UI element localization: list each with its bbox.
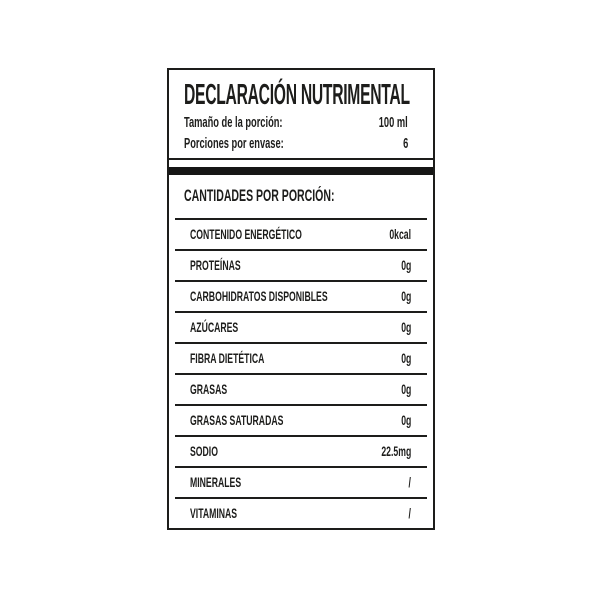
nutrient-label: CONTENIDO ENERGÉTICO bbox=[190, 226, 302, 242]
nutrient-label: VITAMINAS bbox=[190, 505, 238, 521]
nutrient-row-fiber bbox=[175, 342, 427, 373]
nutrient-value: 0g bbox=[400, 288, 411, 304]
servings-per-container-value: 6 bbox=[402, 135, 408, 152]
thick-divider-bar bbox=[169, 167, 433, 175]
nutrient-value: 0g bbox=[400, 319, 411, 335]
nutrient-row-minerals bbox=[175, 466, 427, 497]
nutrient-row-sugars bbox=[175, 311, 427, 342]
nutrient-value: / bbox=[408, 474, 411, 490]
nutrient-label: CARBOHIDRATOS DISPONIBLES bbox=[190, 288, 328, 304]
nutrient-label: MINERALES bbox=[190, 474, 242, 490]
nutrient-value: 0g bbox=[400, 350, 411, 366]
serving-size-label: Tamaño de la porción: bbox=[184, 114, 283, 131]
nutrient-value: 0g bbox=[400, 412, 411, 428]
label-header bbox=[169, 70, 433, 154]
nutrient-value: 0kcal bbox=[389, 226, 411, 242]
section-title bbox=[184, 186, 418, 206]
header-divider bbox=[169, 158, 433, 160]
serving-size-value: 100 ml bbox=[379, 114, 408, 131]
nutrient-value: / bbox=[408, 505, 411, 521]
nutrient-row-energy bbox=[175, 218, 427, 249]
nutrient-label: GRASAS bbox=[190, 381, 228, 397]
servings-per-container-label: Porciones por envase: bbox=[184, 135, 284, 152]
nutrition-label bbox=[167, 68, 435, 530]
serving-size-row bbox=[184, 112, 418, 133]
nutrient-value: 0g bbox=[400, 257, 411, 273]
nutrient-row-saturated-fat bbox=[175, 404, 427, 435]
nutrient-row-protein bbox=[175, 249, 427, 280]
nutrient-label: GRASAS SATURADAS bbox=[190, 412, 284, 428]
nutrient-row-sodium bbox=[175, 435, 427, 466]
nutrient-label: FIBRA DIETÉTICA bbox=[190, 350, 265, 366]
nutrient-label: PROTEÍNAS bbox=[190, 257, 241, 273]
nutrients-table bbox=[175, 218, 427, 528]
nutrient-row-fat bbox=[175, 373, 427, 404]
nutrient-label: SODIO bbox=[190, 443, 218, 459]
nutrient-row-carbohydrates bbox=[175, 280, 427, 311]
nutrient-label: AZÚCARES bbox=[190, 319, 239, 335]
nutrient-value: 0g bbox=[400, 381, 411, 397]
nutrient-value: 22.5mg bbox=[381, 443, 411, 459]
servings-per-container-row bbox=[184, 133, 418, 154]
nutrient-row-vitamins bbox=[175, 497, 427, 528]
section-title-text: CANTIDADES POR PORCIÓN: bbox=[184, 186, 335, 205]
label-title: DECLARACIÓN NUTRIMENTAL bbox=[184, 79, 410, 111]
